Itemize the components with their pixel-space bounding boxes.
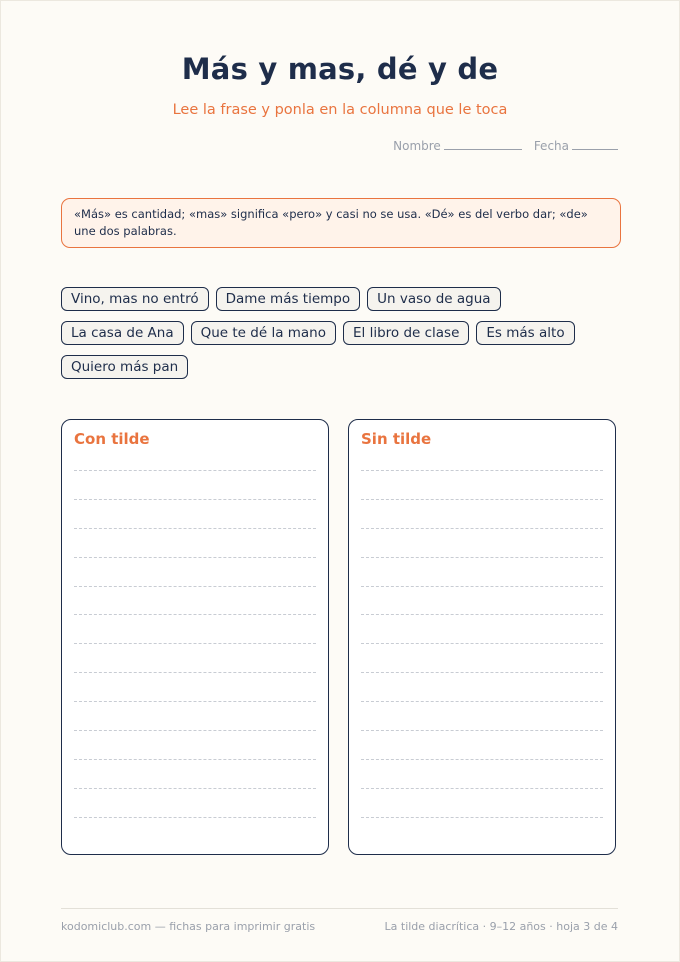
writing-line[interactable] (361, 643, 603, 672)
writing-line[interactable] (361, 470, 603, 499)
column-title-sin-tilde: Sin tilde (361, 430, 432, 448)
chip-row (61, 321, 621, 345)
phrase-chip[interactable]: Quiero más pan (61, 355, 188, 379)
rule-box (61, 198, 621, 248)
writing-line[interactable] (361, 528, 603, 557)
date-field[interactable] (572, 149, 618, 150)
name-label: Nombre (393, 139, 441, 153)
rule-text: «Más» es cantidad; «mas» significa «pero» y casi no se usa. «Dé» es del verbo dar; «de» une dos palabras. (74, 207, 588, 238)
phrase-chip[interactable]: Dame más tiempo (216, 287, 361, 311)
writing-line[interactable] (74, 643, 316, 672)
phrase-chip[interactable]: Un vaso de agua (367, 287, 500, 311)
writing-line[interactable] (74, 730, 316, 759)
page-subtitle: Lee la frase y ponla en la columna que le toca (172, 102, 508, 118)
writing-line[interactable] (74, 672, 316, 701)
phrase-chip[interactable]: Vino, mas no entró (61, 287, 209, 311)
writing-line[interactable] (361, 788, 603, 817)
phrase-chips (61, 287, 621, 389)
phrase-chip[interactable]: Es más alto (476, 321, 574, 345)
writing-line[interactable] (361, 817, 603, 846)
footer-divider (61, 908, 618, 909)
writing-line[interactable] (74, 759, 316, 788)
footer-site: kodomiclub.com — fichas para imprimir gratis (61, 920, 316, 933)
footer-sheet-info: La tilde diacrítica · 9–12 años · hoja 3 de 4 (384, 920, 618, 933)
writing-line[interactable] (74, 586, 316, 615)
writing-lines (74, 470, 316, 846)
name-field[interactable] (444, 149, 522, 150)
writing-line[interactable] (74, 817, 316, 846)
phrase-chip[interactable]: Que te dé la mano (191, 321, 336, 345)
writing-line[interactable] (361, 614, 603, 643)
writing-line[interactable] (74, 701, 316, 730)
writing-line[interactable] (361, 759, 603, 788)
writing-line[interactable] (361, 701, 603, 730)
writing-line[interactable] (361, 730, 603, 759)
writing-line[interactable] (361, 557, 603, 586)
page-title: Más y mas, dé y de (181, 52, 499, 86)
name-date-fields (393, 139, 618, 153)
writing-line[interactable] (361, 499, 603, 528)
writing-line[interactable] (361, 672, 603, 701)
writing-line[interactable] (74, 557, 316, 586)
chip-row (61, 355, 621, 379)
writing-lines (361, 470, 603, 846)
column-sin-tilde[interactable] (348, 419, 616, 855)
writing-line[interactable] (74, 470, 316, 499)
phrase-chip[interactable]: El libro de clase (343, 321, 469, 345)
writing-line[interactable] (74, 499, 316, 528)
writing-line[interactable] (74, 788, 316, 817)
chip-row (61, 287, 621, 311)
phrase-chip[interactable]: La casa de Ana (61, 321, 184, 345)
column-title-con-tilde: Con tilde (74, 430, 150, 448)
column-con-tilde[interactable] (61, 419, 329, 855)
writing-line[interactable] (74, 528, 316, 557)
writing-line[interactable] (74, 614, 316, 643)
date-label: Fecha (533, 139, 569, 153)
writing-line[interactable] (361, 586, 603, 615)
